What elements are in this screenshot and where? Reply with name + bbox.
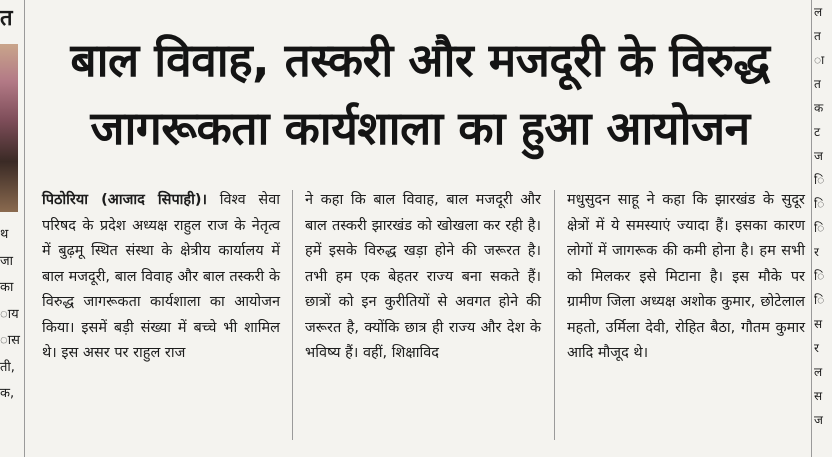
right-fragment-line: ज [814, 149, 823, 163]
article-column-2 [305, 188, 541, 367]
right-fragment-line: त [814, 77, 821, 91]
left-fragment-line: जा [0, 253, 14, 269]
right-fragment-line: र [814, 341, 819, 355]
right-fragment-line: ि [814, 269, 825, 283]
left-fragment-line: थ [0, 227, 9, 242]
right-adjacent-column [814, 0, 832, 457]
article-column-3 [567, 188, 805, 367]
right-fragment-line: ि [814, 293, 825, 307]
left-fragment-line: का [0, 280, 14, 295]
article-dateline: पिठोरिया (आजाद सिपाही)। [42, 192, 208, 208]
right-fragment-line: ि [814, 221, 825, 235]
article-column-3-text: मधुसुदन साहू ने कहा कि झारखंड के सुदूर क्षेत्रों में ये समस्याएं ज्यादा हैं। इसका कारण लोगों में जागरूक की कमी होना है। हम सभी को मिलकर इसे मिटाना है। इस मौके पर ग्रामीण जिला अध्यक्ष अशोक कुमार, छोटेलाल महतो, उर्मिला देवी, रोहित बैठा, गौतम कुमार आदि मौजूद थे। [567, 192, 805, 361]
headline-line-2: जागरूकता कार्यशाला का हुआ आयोजन [90, 101, 750, 155]
right-fragment-line: ा [814, 53, 825, 67]
left-adjacent-column [0, 0, 22, 457]
right-fragment-line: ि [814, 197, 825, 211]
right-fragment-line: ज [814, 413, 823, 427]
article-column-2-text: ने कहा कि बाल विवाह, बाल मजदूरी और बाल तस्करी झारखंड को खोखला कर रही है। हमें इसके विरुद्ध खड़ा होने की जरूरत है। तभी हम एक बेहतर राज्य बना सकते हैं। छात्रों को इन कुरीतियों से अवगत होने की जरूरत है, क्योंकि छात्र ही राज्य और देश के भविष्य हैं। वहीं, शिक्षाविद [305, 192, 541, 361]
column-divider-2 [554, 190, 555, 440]
right-fragment-lines [814, 0, 824, 432]
right-fragment-line: ट [814, 125, 821, 139]
left-fragment-line: क, [0, 386, 15, 401]
article-headline [28, 26, 812, 162]
left-fragment-top: त [0, 6, 13, 31]
right-fragment-line: क [814, 101, 824, 115]
article-column-1-text: विश्व सेवा परिषद के प्रदेश अध्यक्ष राहुल राज के नेतृत्व में बुढ़मू स्थित संस्था के क्षेत्रीय कार्यालय में बाल मजदूरी, बाल विवाह और बाल तस्करी के विरुद्ध जागरूकता कार्यशाला का आयोजन किया। इसमें बड़ी संख्या में बच्चे भी शामिल थे। इस असर पर राहुल राज [42, 192, 281, 361]
right-fragment-line: ल [814, 5, 823, 19]
right-fragment-line: र [814, 245, 819, 259]
left-fragment-lines [0, 222, 20, 408]
article-column-1 [42, 188, 280, 367]
column-divider-1 [292, 190, 293, 440]
left-fragment-line: ाय [0, 306, 19, 322]
right-fragment-line: स [814, 389, 823, 403]
right-fragment-line: स [814, 317, 823, 331]
headline-line-1: बाल विवाह, तस्करी और मजदूरी के विरुद्ध [70, 33, 770, 87]
left-fragment-line: ती, [0, 359, 15, 375]
right-fragment-line: त [814, 29, 821, 43]
left-fragment-line: ास [0, 333, 20, 348]
column-divider-left [24, 0, 25, 457]
adjacent-photo-fragment [0, 44, 18, 212]
right-fragment-line: ि [814, 173, 825, 187]
right-fragment-line: ल [814, 365, 823, 379]
